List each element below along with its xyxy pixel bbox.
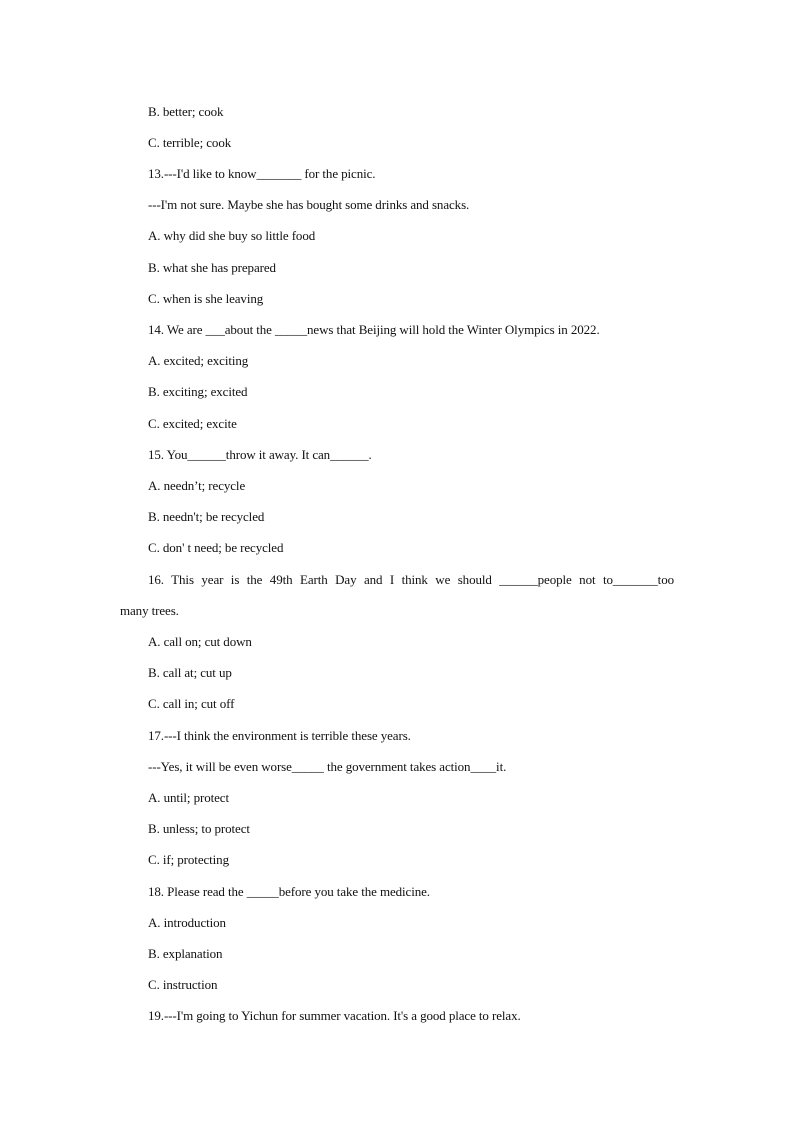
option-14-a: A. excited; exciting xyxy=(148,353,249,368)
option-16-c: C. call in; cut off xyxy=(148,696,235,711)
question-17-reply: ---Yes, it will be even worse_____ the government takes action____it. xyxy=(148,759,507,774)
question-13: 13.---I'd like to know_______ for the picnic. xyxy=(148,166,376,181)
question-17: 17.---I think the environment is terrible these years. xyxy=(148,728,411,743)
option-15-c: C. don' t need; be recycled xyxy=(148,540,284,555)
option-18-c: C. instruction xyxy=(148,977,218,992)
option-17-a: A. until; protect xyxy=(148,790,229,805)
option-17-c: C. if; protecting xyxy=(148,852,229,867)
option-18-a: A. introduction xyxy=(148,915,226,930)
option-13-a: A. why did she buy so little food xyxy=(148,228,316,243)
question-14: 14. We are ___about the _____news that Beijing will hold the Winter Olympics in 2022. xyxy=(148,322,600,337)
option-18-b: B. explanation xyxy=(148,946,223,961)
option-12-b: B. better; cook xyxy=(148,104,224,119)
option-16-b: B. call at; cut up xyxy=(148,665,232,680)
option-15-b: B. needn't; be recycled xyxy=(148,509,265,524)
question-19: 19.---I'm going to Yichun for summer vacation. It's a good place to relax. xyxy=(148,1008,521,1023)
question-13-reply: ---I'm not sure. Maybe she has bought some drinks and snacks. xyxy=(148,197,470,212)
question-16-continued: many trees. xyxy=(120,603,179,618)
option-14-c: C. excited; excite xyxy=(148,416,237,431)
option-14-b: B. exciting; excited xyxy=(148,384,248,399)
option-15-a: A. needn’t; recycle xyxy=(148,478,246,493)
option-16-a: A. call on; cut down xyxy=(148,634,252,649)
question-16: 16. This year is the 49th Earth Day and I think we should ______people not to_______too xyxy=(148,572,674,587)
question-15: 15. You______throw it away. It can______. xyxy=(148,447,372,462)
option-13-c: C. when is she leaving xyxy=(148,291,264,306)
question-18: 18. Please read the _____before you take the medicine. xyxy=(148,884,430,899)
option-13-b: B. what she has prepared xyxy=(148,260,276,275)
option-17-b: B. unless; to protect xyxy=(148,821,250,836)
option-12-c: C. terrible; cook xyxy=(148,135,232,150)
